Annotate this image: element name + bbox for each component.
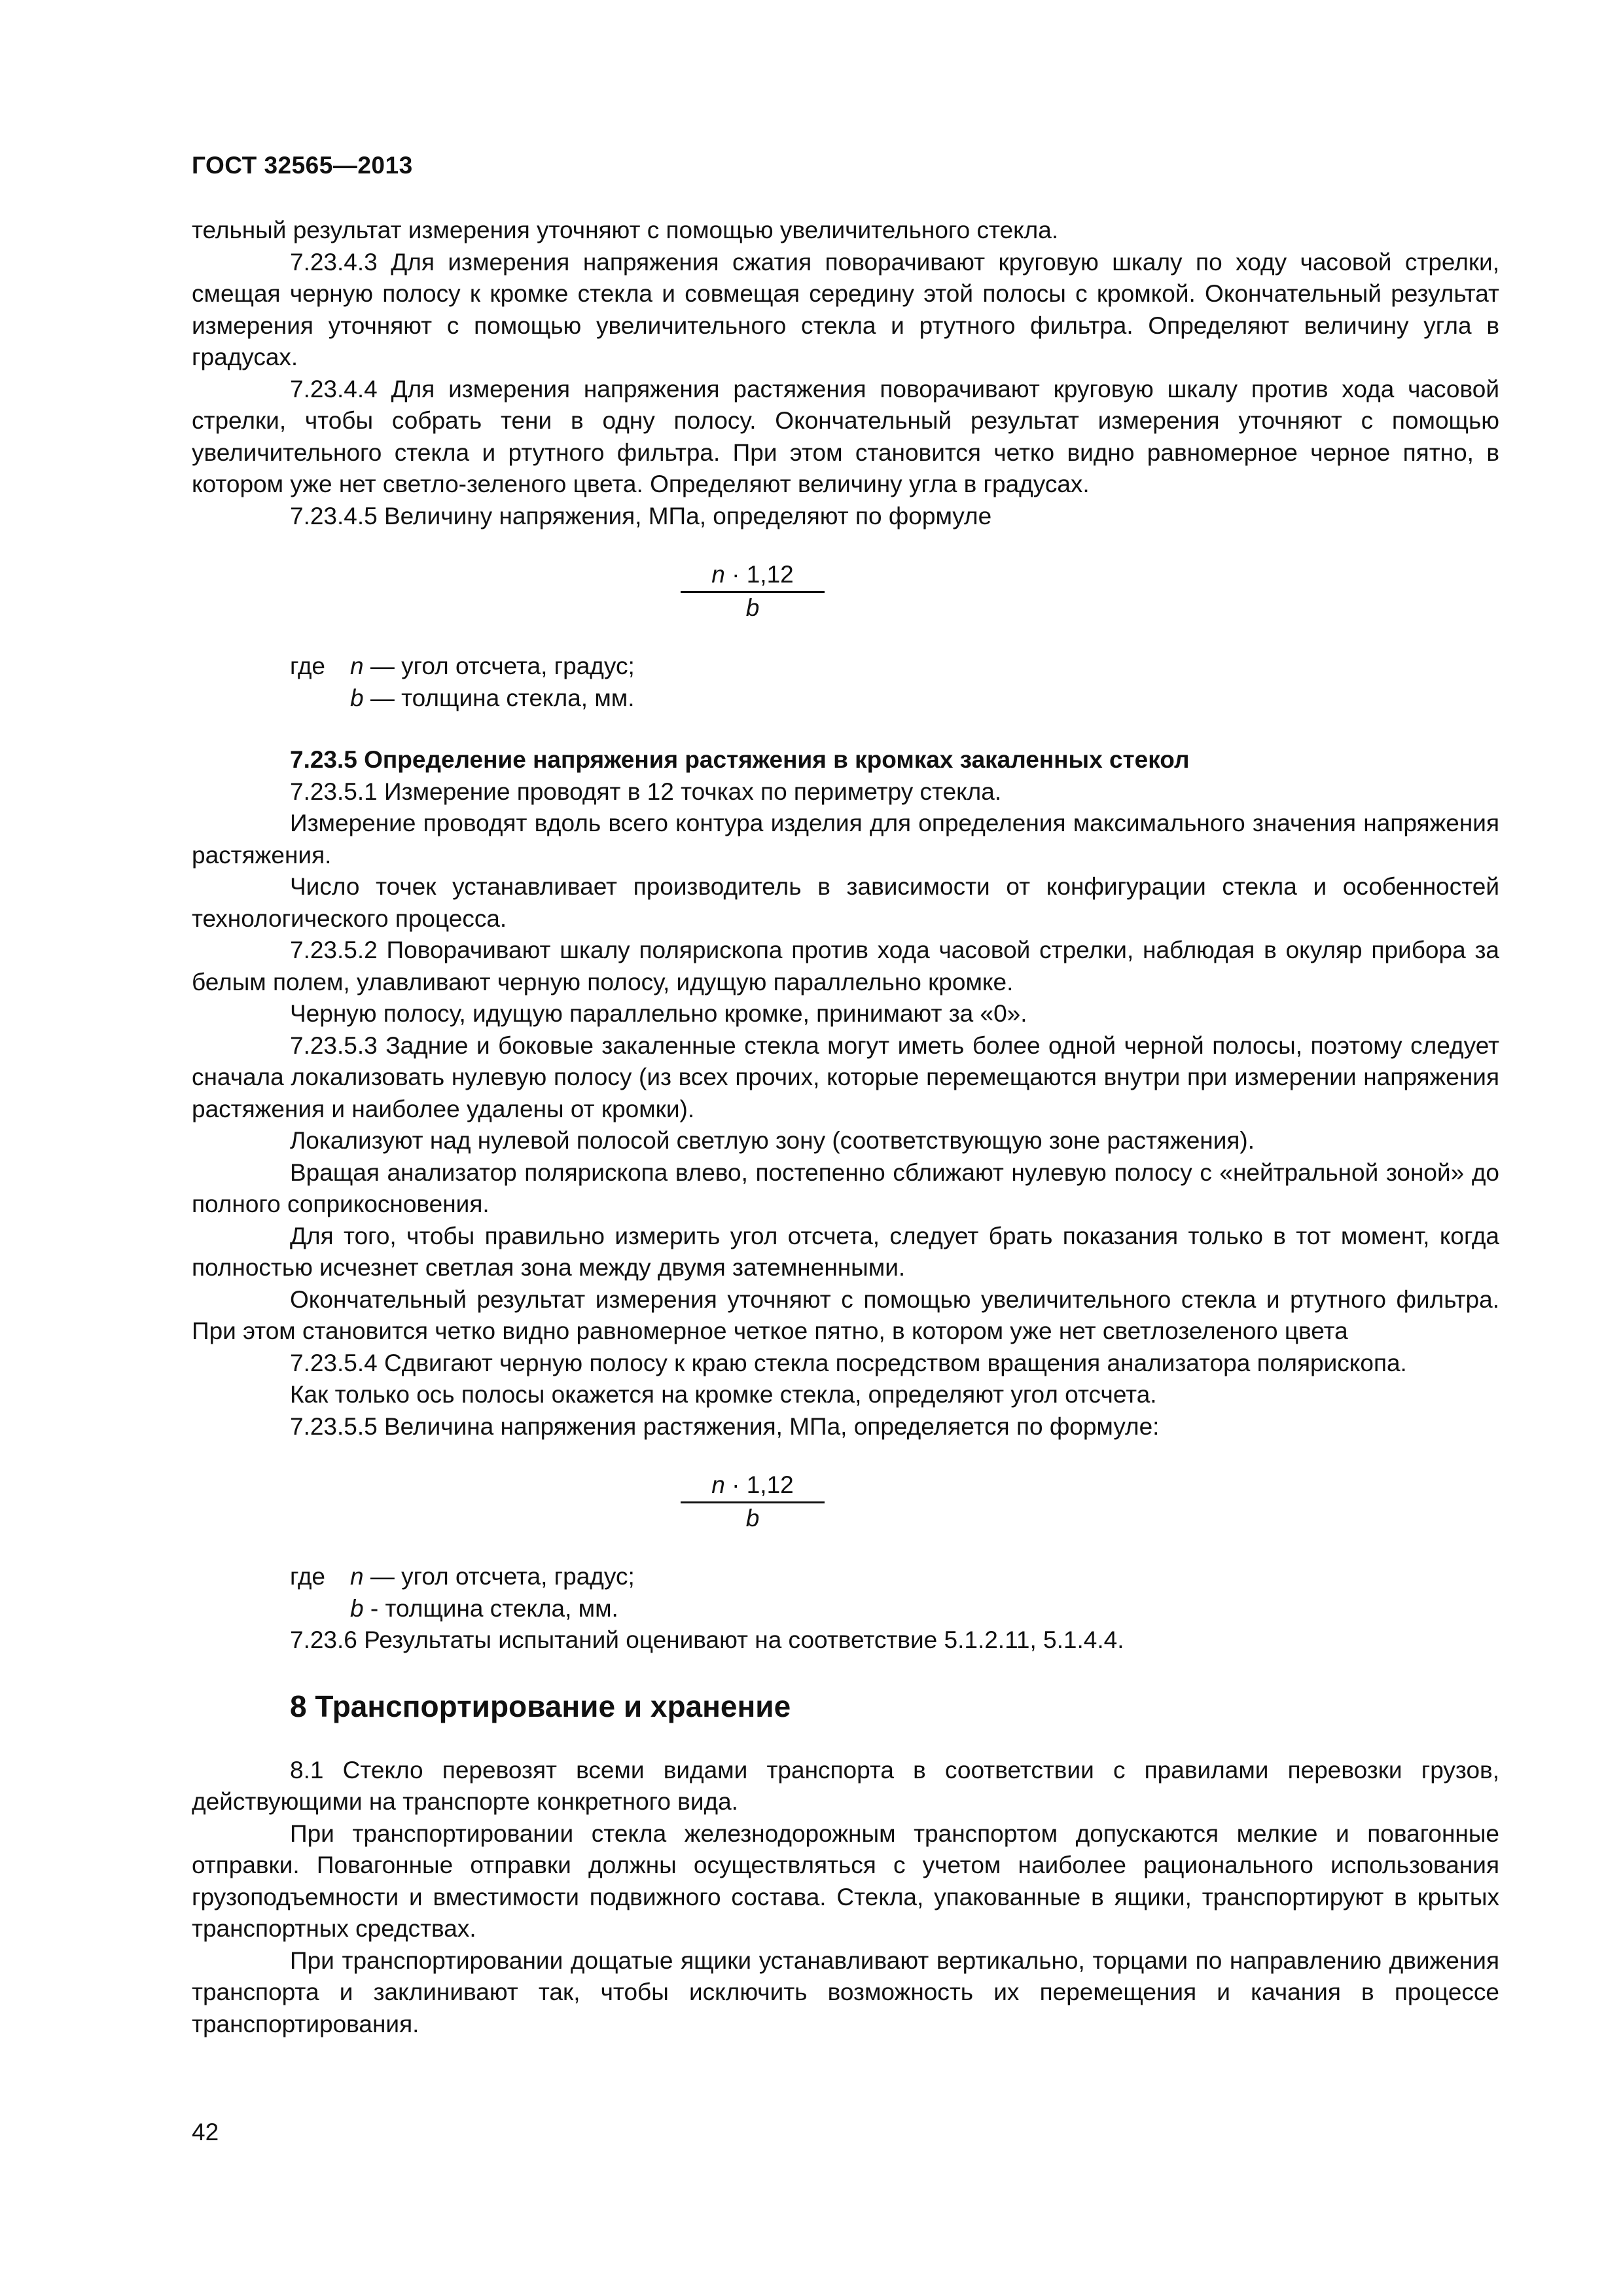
paragraph: 7.23.5.1 Измерение проводят в 12 точках по периметру стекла. [290, 778, 1002, 805]
formula-numerator-text: · 1,12 [724, 561, 794, 588]
formula-legend-label: где [290, 653, 326, 679]
paragraph: Вращая анализатор полярископа влево, постепенно сближают нулевую полосу с «нейтральной зоной» до полного соприкосновения. [192, 1158, 1499, 1217]
formula-legend-line [192, 1593, 1499, 1625]
formula-legend-text: — угол отсчета, градус; [363, 653, 635, 679]
stress-formula [681, 560, 825, 623]
paragraph: 7.23.5.5 Величина напряжения растяжения, МПа, определяется по формуле: [290, 1412, 1160, 1440]
formula-denominator: b [745, 594, 760, 621]
tension-formula [681, 1470, 825, 1534]
paragraph: При транспортировании дощатые ящики устанавливают вертикально, торцами по направлению движения транспорта и заклинивают так, чтобы исключить возможность их перемещения и качания в процессе транспортирования. [192, 1946, 1499, 2037]
paragraph: Локализуют над нулевой полосой светлую зону (соответствующую зоне растяжения). [290, 1127, 1255, 1154]
formula-variable: n [350, 1563, 364, 1590]
paragraph: 7.23.4.4 Для измерения напряжения растяжения поворачивают круговую шкалу против хода часовой стрелки, чтобы собрать тени в одну полосу. Окончательный результат измерения уточняют с помощью увеличительного стекла и ртутного фильтра. При этом становится четко видно равномерное черное пятно, в котором уже нет светло-зеленого цвета. Определяют величину угла в градусах. [192, 375, 1499, 497]
formula-denominator: b [745, 1505, 760, 1532]
paragraph: 7.23.4.5 Величину напряжения, МПа, определяют по формуле [290, 502, 992, 529]
formula-legend-text: — толщина стекла, мм. [363, 684, 635, 711]
section-heading: 7.23.5 Определение напряжения растяжения в кромках закаленных стекол [290, 746, 1190, 773]
formula-legend-text: - толщина стекла, мм. [363, 1594, 618, 1622]
formula-variable: n [711, 561, 725, 588]
formula-variable: n [350, 653, 364, 679]
paragraph: 7.23.4.3 Для измерения напряжения сжатия поворачивают круговую шкалу по ходу часовой стрелки, смещая черную полосу к кромке стекла и совмещая середину этой полосы с кромкой. Окончательный результат измерения уточняют с помощью увеличительного стекла и ртутного фильтра. Определяют величину угла в градусах. [192, 248, 1499, 370]
paragraph: Измерение проводят вдоль всего контура изделия для определения максимального значения напряжения растяжения. [192, 810, 1499, 869]
page-number: 42 [192, 2119, 219, 2145]
paragraph: Черную полосу, идущую параллельно кромке, принимают за «0». [290, 1000, 1027, 1027]
paragraph: 7.23.5.2 Поворачивают шкалу полярископа против хода часовой стрелки, наблюдая в окуляр прибора за белым полем, улавливают черную полосу, идущую параллельно кромке. [192, 937, 1499, 996]
paragraph: Число точек устанавливает производитель в зависимости от конфигурации стекла и особенностей технологического процесса. [192, 873, 1499, 932]
paragraph: При транспортировании стекла железнодорожным транспортом допускаются мелкие и повагонные отправки. Повагонные отправки должны осуществляться с учетом наиболее рационального использования грузоподъемности и вместимости подвижного состава. Стекла, упакованные в ящики, транспортируют в крытых транспортных средствах. [192, 1820, 1499, 1942]
formula-variable: n [711, 1471, 725, 1498]
document-body [192, 215, 1499, 2040]
paragraph: 7.23.5.4 Сдвигают черную полосу к краю стекла посредством вращения анализатора полярископа. [290, 1349, 1407, 1376]
paragraph: Окончательный результат измерения уточняют с помощью увеличительного стекла и ртутного фильтра. При этом становится четко видно равномерное четкое пятно, в котором уже нет светлозеленого цвета [192, 1285, 1499, 1344]
paragraph: 8.1 Стекло перевозят всеми видами транспорта в соответствии с правилами перевозки грузов, действующими на транспорте конкретного вида. [192, 1756, 1499, 1815]
formula-variable: b [350, 684, 364, 711]
paragraph: 7.23.6 Результаты испытаний оценивают на соответствие 5.1.2.11, 5.1.4.4. [290, 1626, 1124, 1653]
formula-numerator-text: · 1,12 [724, 1471, 794, 1498]
formula-numerator [681, 1470, 825, 1503]
paragraph: Как только ось полосы окажется на кромке стекла, определяют угол отсчета. [290, 1381, 1157, 1408]
chapter-heading: 8 Транспортирование и хранение [290, 1689, 791, 1723]
formula-legend-line [192, 651, 1499, 683]
paragraph: тельный результат измерения уточняют с помощью увеличительного стекла. [192, 217, 1059, 243]
formula-legend-text: — угол отсчета, градус; [363, 1563, 635, 1590]
paragraph: Для того, чтобы правильно измерить угол отсчета, следует брать показания только в тот момент, когда полностью исчезнет светлая зона между двумя затемненными. [192, 1222, 1499, 1281]
formula-legend-line [192, 1561, 1499, 1593]
formula-numerator [681, 560, 825, 593]
formula-variable: b [350, 1594, 364, 1622]
paragraph: 7.23.5.3 Задние и боковые закаленные стекла могут иметь более одной черной полосы, поэтому следует сначала локализовать нулевую полосу (из всех прочих, которые перемещаются внутри при измерении напряжения растяжения и наиболее удалены от кромки). [192, 1031, 1499, 1122]
formula-legend-line [192, 683, 1499, 715]
formula-legend-label: где [290, 1563, 326, 1590]
document-header: ГОСТ 32565—2013 [192, 152, 413, 179]
